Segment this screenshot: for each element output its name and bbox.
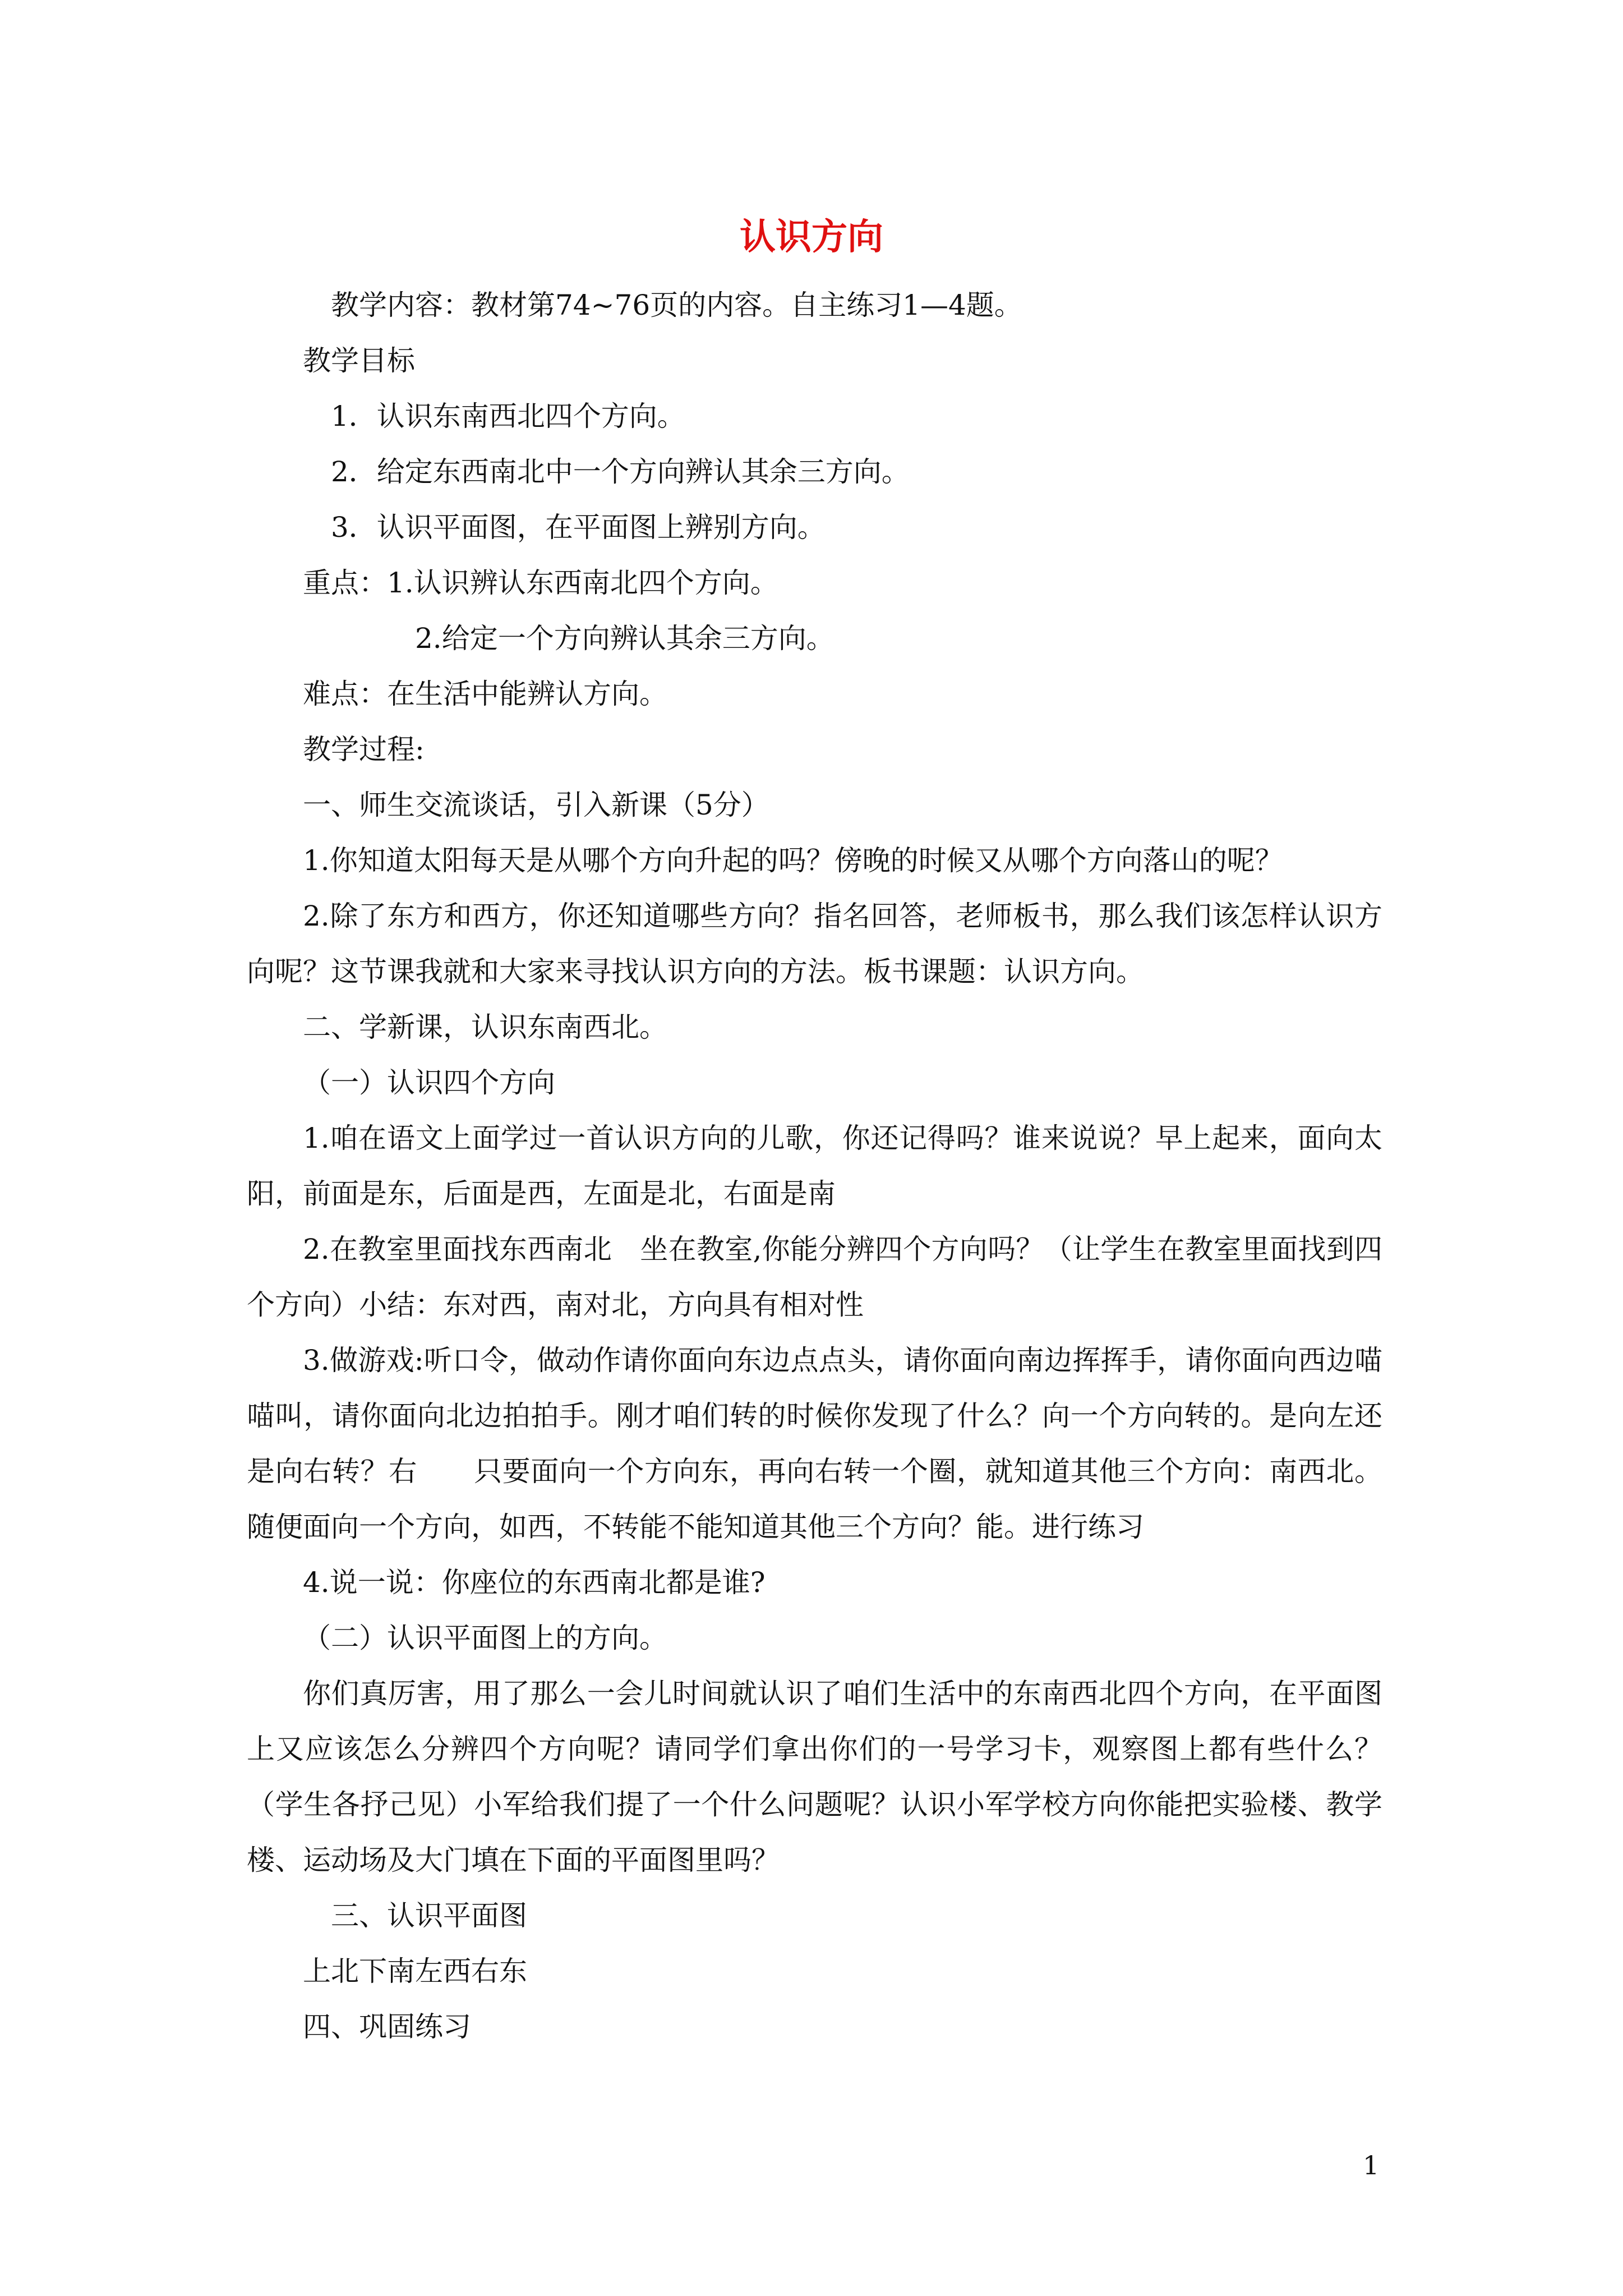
section-1-heading: 一、师生交流谈话，引入新课（5分） [303, 789, 769, 821]
goal-1: 1．认识东南西北四个方向。 [331, 400, 685, 432]
section-2-heading: 二、学新课，认识东南西北。 [303, 1011, 667, 1043]
question-1: 1.你知道太阳每天是从哪个方向升起的吗？傍晚的时候又从哪个方向落山的呢？ [303, 844, 1283, 877]
item-2-paragraph: 2.在教室里面找东西南北 坐在教室,你能分辨四个方向吗？（让学生在教室里面找到四个方向）小结：东对西，南对北，方向具有相对性 [247, 1233, 1382, 1321]
section-3-heading: 三、认识平面图 [331, 1899, 527, 1932]
goal-3: 3．认识平面图，在平面图上辨别方向。 [331, 511, 826, 544]
question-2-paragraph: 2.除了东方和西方，你还知道哪些方向？指名回答，老师板书，那么我们该怎样认识方向呢？这节课我就和大家来寻找认识方向的方法。板书课题：认识方向。 [247, 900, 1382, 988]
difficulty: 难点：在生活中能辨认方向。 [303, 678, 667, 710]
direction-rule: 上北下南左西右东 [303, 1955, 527, 1987]
process-heading: 教学过程: [303, 733, 425, 766]
key-point-1: 重点：1.认识辨认东西南北四个方向。 [303, 567, 778, 599]
item-4: 4.说一说：你座位的东西南北都是谁? [303, 1566, 766, 1599]
page-title: 认识方向 [740, 217, 883, 258]
teaching-content: 教学内容：教材第74~76页的内容。自主练习1—4题。 [331, 289, 1022, 321]
subsection-2-heading: （二）认识平面图上的方向。 [303, 1622, 667, 1654]
item-1-paragraph: 1.咱在语文上面学过一首认识方向的儿歌，你还记得吗？谁来说说？早上起来，面向太阳，前面是东，后面是西，左面是北，右面是南 [247, 1122, 1382, 1210]
section-4-heading: 四、巩固练习 [303, 2010, 471, 2043]
page-number: 1 [1363, 2150, 1380, 2180]
goals-heading: 教学目标 [303, 344, 415, 377]
map-paragraph: 你们真厉害，用了那么一会儿时间就认识了咱们生活中的东南西北四个方向，在平面图上又应该怎么分辨四个方向呢？请同学们拿出你们的一号学习卡，观察图上都有些什么？（学生各抒己见）小军给我们提了一个什么问题呢？认识小军学校方向你能把实验楼、教学楼、运动场及大门填在下面的平面图里吗？ [247, 1677, 1382, 1876]
goal-2: 2．给定东西南北中一个方向辨认其余三方向。 [331, 455, 910, 488]
key-point-2: 2.给定一个方向辨认其余三方向。 [415, 622, 834, 655]
subsection-1-heading: （一）认识四个方向 [303, 1066, 555, 1099]
item-3-paragraph: 3.做游戏:听口令，做动作请你面向东边点点头，请你面向南边挥挥手，请你面向西边喵喵叫，请你面向北边拍拍手。刚才咱们转的时候你发现了什么？向一个方向转的。是向左还是向右转？右 只要面向一个方向东，再向右转一个圈，就知道其他三个方向：南西北。随便面向一个方向，如西，不转能不能知道其他三个方向？能。进行练习 [247, 1344, 1382, 1543]
